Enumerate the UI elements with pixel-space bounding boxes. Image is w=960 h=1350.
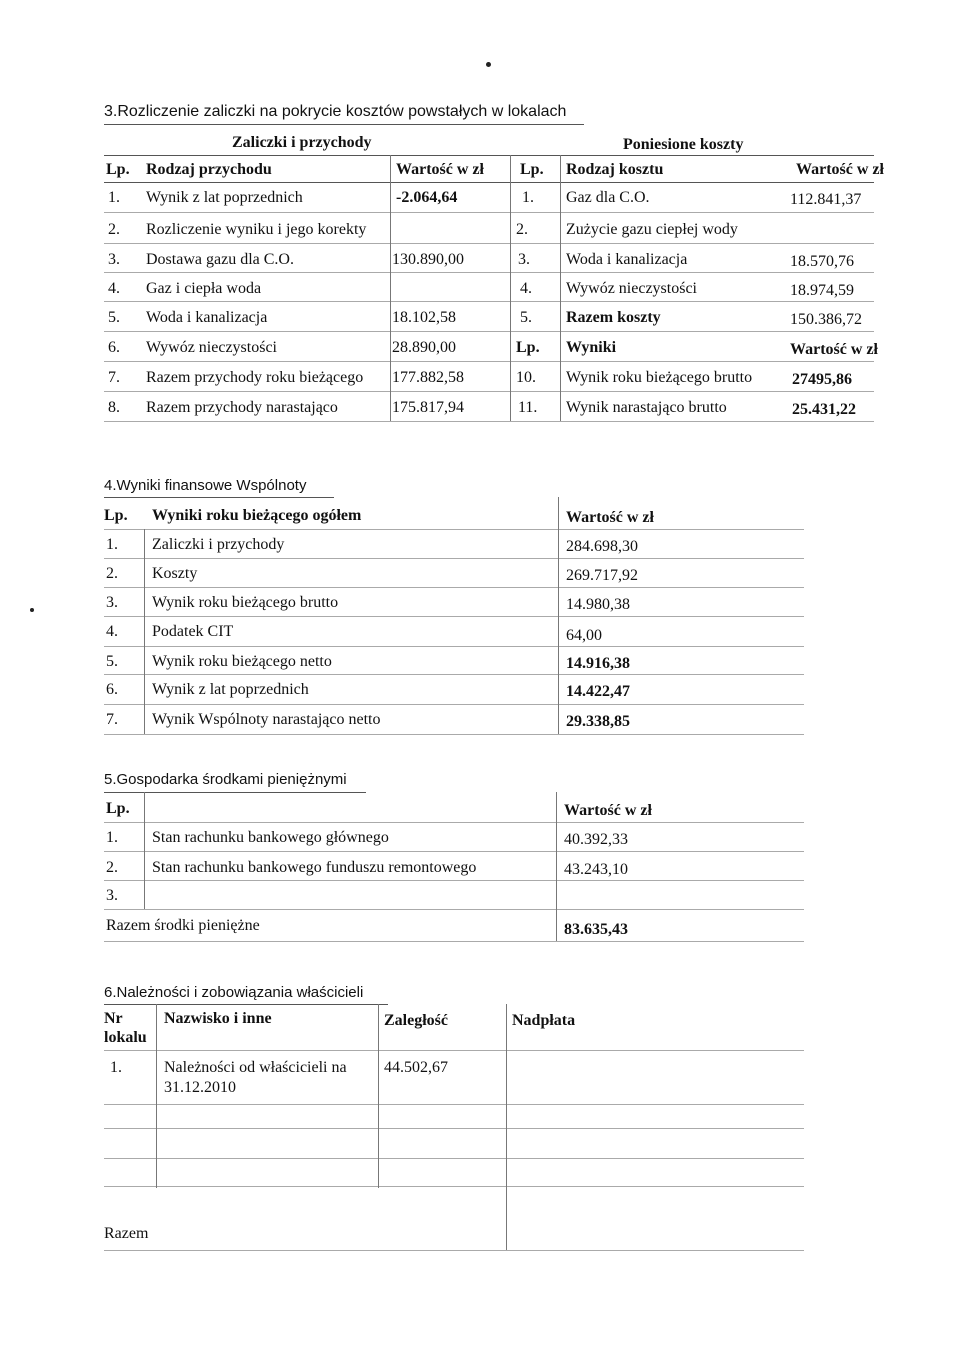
s3-left-header-lp: Lp. [106, 161, 130, 178]
s3-right-row-lp: 11. [518, 399, 538, 416]
s4-row-lp: 4. [106, 623, 118, 640]
s4-row-value: 29.338,85 [566, 713, 630, 730]
s3-left-row-value: 177.882,58 [392, 369, 464, 386]
s5-total-label: Razem środki pieniężne [106, 917, 260, 934]
s3-right-row-lp: 1. [522, 189, 534, 206]
s6-row-value: 44.502,67 [384, 1059, 448, 1076]
s5-header-lp: Lp. [106, 800, 130, 817]
s3-left-row-lp: 8. [108, 399, 120, 416]
s3-right-row-lp: 2. [516, 221, 528, 238]
s3-left-row-label: Razem przychody roku bieżącego [146, 369, 364, 386]
s4-row-lp: 2. [106, 565, 118, 582]
s3-left-row-label: Dostawa gazu dla C.O. [146, 251, 294, 268]
s5-row-lp: 2. [106, 859, 118, 876]
s3-left-row-value: 130.890,00 [392, 251, 464, 268]
s4-row-lp: 7. [106, 711, 118, 728]
s4-row-label: Wynik roku bieżącego netto [152, 653, 332, 670]
s3-right-subheader-value: Wartość w zł [790, 341, 878, 358]
section6-title: 6.Należności i zobowiązania właścicieli [104, 984, 364, 1001]
s3-left-row-lp: 7. [108, 369, 120, 386]
s3-right-row-value: 27495,86 [792, 371, 852, 388]
s3-right-row-value: 18.974,59 [790, 282, 854, 299]
s5-row-value: 43.243,10 [564, 861, 628, 878]
s4-row-lp: 3. [106, 594, 118, 611]
s3-left-header-type: Rodzaj przychodu [146, 161, 272, 178]
section3-right-heading: Poniesione koszty [623, 136, 744, 153]
s3-left-row-value: 18.102,58 [392, 309, 456, 326]
s3-right-subheader-label: Wyniki [566, 339, 617, 356]
s3-left-row-label: Wynik z lat poprzednich [146, 189, 303, 206]
s6-row-name-line2: 31.12.2010 [164, 1079, 236, 1096]
s5-row-lp: 3. [106, 887, 118, 904]
s3-right-row-label: Woda i kanalizacja [566, 251, 688, 268]
s3-right-header-type: Rodzaj kosztu [566, 161, 664, 178]
s4-row-value: 14.422,47 [566, 683, 630, 700]
section4-title: 4.Wyniki finansowe Wspólnoty [104, 477, 307, 494]
s3-right-row-value: 150.386,72 [790, 311, 862, 328]
s3-right-header-lp: Lp. [520, 161, 544, 178]
s3-right-row-label: Zużycie gazu ciepłej wody [566, 221, 738, 238]
section5-title: 5.Gospodarka środkami pieniężnymi [104, 771, 347, 788]
s4-row-value: 284.698,30 [566, 538, 638, 555]
s5-row-value: 40.392,33 [564, 831, 628, 848]
s4-row-label: Wynik roku bieżącego brutto [152, 594, 339, 611]
s3-left-row-lp: 4. [108, 280, 120, 297]
s3-right-header-value: Wartość w zł [796, 161, 884, 178]
s4-header-lp: Lp. [104, 507, 128, 524]
s6-header-name: Nazwisko i inne [164, 1010, 272, 1027]
s3-left-row-label: Rozliczenie wyniku i jego korekty [146, 221, 367, 238]
s5-total-value: 83.635,43 [564, 921, 628, 938]
s3-left-row-lp: 3. [108, 251, 120, 268]
s4-header-label: Wyniki roku bieżącego ogółem [152, 507, 362, 524]
s6-header-arrears: Zaległość [384, 1012, 448, 1029]
s5-row-lp: 1. [106, 829, 118, 846]
s6-row-name-line1: Należności od właścicieli na [164, 1059, 347, 1076]
s4-row-value: 64,00 [566, 627, 602, 644]
s3-left-row-lp: 2. [108, 221, 120, 238]
s4-row-lp: 6. [106, 681, 118, 698]
s4-row-value: 14.980,38 [566, 596, 630, 613]
s4-row-value: 269.717,92 [566, 567, 638, 584]
s3-right-row-value: 18.570,76 [790, 253, 854, 270]
s6-header-lokalu: lokalu [104, 1029, 147, 1046]
s3-left-row-value: -2.064,64 [396, 189, 458, 206]
s3-right-row-lp: 10. [516, 369, 536, 386]
s3-left-row-label: Wywóz nieczystości [146, 339, 277, 356]
s3-right-subheader-lp: Lp. [516, 339, 540, 356]
s3-right-row-label: Gaz dla C.O. [566, 189, 650, 206]
s3-right-row-label: Wynik roku bieżącego brutto [566, 369, 753, 386]
s4-row-lp: 1. [106, 536, 118, 553]
s3-left-header-value: Wartość w zł [396, 161, 484, 178]
s4-row-label: Zaliczki i przychody [152, 536, 285, 553]
s4-row-label: Wynik Wspólnoty narastająco netto [152, 711, 381, 728]
s3-right-row-value: 112.841,37 [790, 191, 862, 208]
s3-right-row-label: Razem koszty [566, 309, 661, 326]
s3-left-row-value: 175.817,94 [392, 399, 464, 416]
s6-header-overpayment: Nadpłata [512, 1012, 576, 1029]
section3-title: 3.Rozliczenie zaliczki na pokrycie kosztów powstałych w lokalach [104, 103, 567, 120]
s3-right-row-value: 25.431,22 [792, 401, 856, 418]
s3-left-row-lp: 1. [108, 189, 120, 206]
s4-row-label: Podatek CIT [152, 623, 234, 640]
s4-row-label: Koszty [152, 565, 198, 582]
s4-row-lp: 5. [106, 653, 118, 670]
s5-row-label: Stan rachunku bankowego głównego [152, 829, 389, 846]
s3-right-row-lp: 5. [520, 309, 532, 326]
scan-speck [30, 608, 34, 612]
s3-right-row-label: Wywóz nieczystości [566, 280, 697, 297]
section3-left-heading: Zaliczki i przychody [232, 134, 372, 151]
s3-left-row-lp: 5. [108, 309, 120, 326]
s3-right-row-lp: 4. [520, 280, 532, 297]
s6-row-lp: 1. [110, 1059, 122, 1076]
s3-left-row-lp: 6. [108, 339, 120, 356]
s3-left-row-label: Gaz i ciepła woda [146, 280, 262, 297]
s3-left-row-label: Woda i kanalizacja [146, 309, 268, 326]
s5-row-label: Stan rachunku bankowego funduszu remontowego [152, 859, 477, 876]
s4-header-value: Wartość w zł [566, 509, 654, 526]
s4-row-label: Wynik z lat poprzednich [152, 681, 309, 698]
s3-left-row-value: 28.890,00 [392, 339, 456, 356]
s6-header-nr: Nr [104, 1010, 123, 1027]
s3-right-row-lp: 3. [518, 251, 530, 268]
s6-total-label: Razem [104, 1225, 149, 1242]
s4-row-value: 14.916,38 [566, 655, 630, 672]
s5-header-value: Wartość w zł [564, 802, 652, 819]
s3-left-row-label: Razem przychody narastająco [146, 399, 338, 416]
s3-right-row-label: Wynik narastająco brutto [566, 399, 727, 416]
scan-speck [486, 62, 491, 67]
